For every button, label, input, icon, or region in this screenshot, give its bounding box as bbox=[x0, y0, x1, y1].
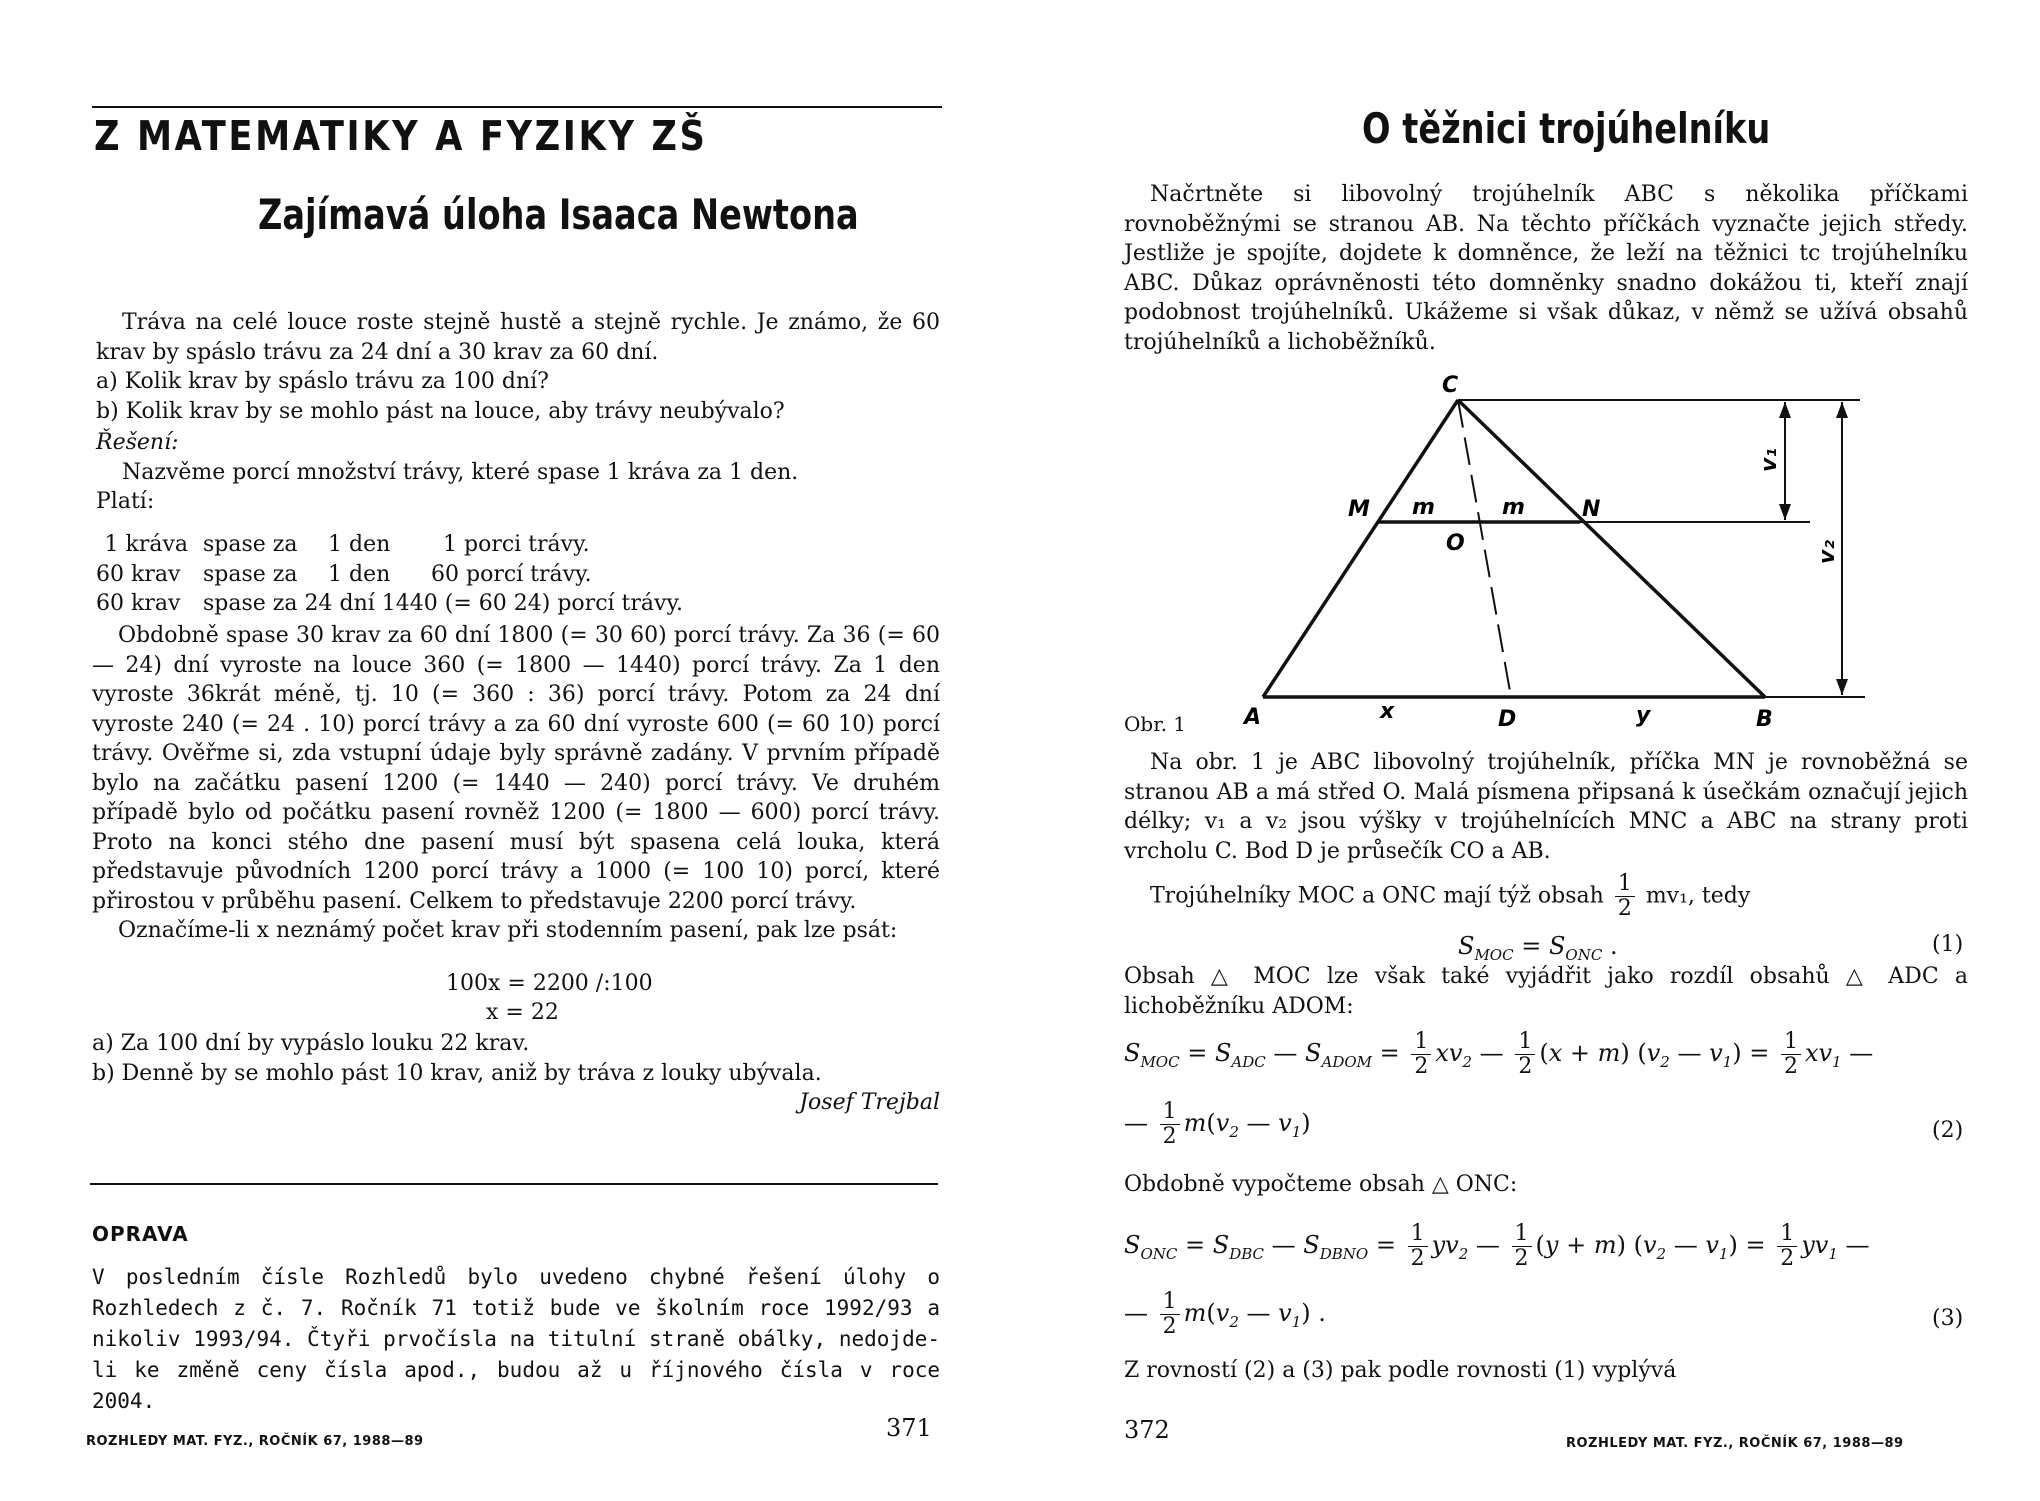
equation-3-number: (3) bbox=[1932, 1306, 1964, 1331]
article-title-newton: Zajímavá úloha Isaaca Newtona bbox=[258, 190, 859, 239]
oprava-title: OPRAVA bbox=[92, 1222, 189, 1246]
page-number-right: 372 bbox=[1124, 1416, 1170, 1444]
page-number-left: 371 bbox=[886, 1414, 932, 1442]
equation-3-line2: — $\frac{1}{2}$ $m(v_2$ — $v_1$) . bbox=[1124, 1289, 1326, 1339]
table-row: 60 krav spase za 1 den 60 porcí trávy. bbox=[96, 561, 592, 587]
label-d: D bbox=[1498, 707, 1517, 732]
problem-question-b: b) Kolik krav by se mohlo pást na louce, aby trávy neubývalo? bbox=[96, 398, 785, 424]
equation-1: $S_{MOC} = S_{ONC}$ . bbox=[1458, 932, 1618, 964]
answer-b: b) Denně by se mohlo pást 10 krav, aniž by tráva z louky ubývala. bbox=[92, 1060, 822, 1086]
label-o: O bbox=[1446, 531, 1465, 556]
answers bbox=[92, 1029, 940, 1118]
answer-a: a) Za 100 dní by vypáslo louku 22 krav. bbox=[92, 1031, 530, 1056]
solution-paragraph: Obdobně spase 30 krav za 60 dní 1800 (= 30 60) porcí trávy. Za 36 (= 60 — 24) dní vyroste na louce 360 (= 1800 — 1440) porcí trávy. Za 1 den vyroste 36krát méně, tj. 10 (= 360 : 36) porcí trávy. Potom za 24 dní vyroste 240 (= 24 . 10) porcí trávy a za 60 dní vyroste 600 (= 60 10) porcí trávy. Ověřme si, zda vstupní údaje byly správně zadány. V prvním případě bylo na začátku pasení 1200 (= 1440 — 240) porcí trávy. Ve druhém případě bylo od počátku pasení rovněž 1200 (= 1800 — 600) porcí trávy. Proto na konci stého dne pasení musí být spasena celá louka, která představuje původních 1200 porcí trávy a 1000 (= 100 10) porcí, které přirostou v průběhu pasení. Celkem to představuje 2200 porcí trávy. Označíme-li x neznámý počet krav při stodenním pasení, pak lze psát: bbox=[92, 621, 940, 946]
label-a: A bbox=[1244, 705, 1262, 730]
equation-3-line1: $S_{ONC} = S_{DBC}$ — $S_{DBNO}$ = $\frac{1}{2}$ $yv_2$ — $\frac{1}{2}$ (y + m) ($v_2$ — $v_1$) = $\frac{1}{2}$ $yv_1$ — bbox=[1124, 1221, 1870, 1271]
oprava-rule bbox=[90, 1183, 938, 1185]
solution-intro: Nazvěme porcí množství trávy, které spase 1 kráva za 1 den. bbox=[122, 459, 799, 485]
article-title-teznice: O těžnici trojúhelníku bbox=[1362, 104, 1771, 153]
plati-label: Platí: bbox=[96, 489, 155, 514]
label-v2: v₂ bbox=[1815, 540, 1840, 564]
teznice-para4: Obsah △ MOC lze však také vyjádřit jako rozdíl obsahů △ ADC a lichoběžníku ADOM: bbox=[1124, 964, 1968, 1019]
table-row: 60 krav spase za 24 dní 1440 (= 60 24) porcí trávy. bbox=[96, 591, 683, 616]
teznice-para2: Na obr. 1 je ABC libovolný trojúhelník, příčka MN je rovnoběžná se stranou AB a má střed O. Malá písmena připsaná k úsečkám označují jejich délky; v₁ a v₂ jsou výšky v trojúhelnících MNC a ABC na strany proti vrcholu C. Bod D je průsečík CO a AB. bbox=[1124, 750, 1968, 864]
teznice-para5: Obdobně vypočteme obsah △ ONC: bbox=[1124, 1172, 1518, 1197]
teznice-para3: Trojúhelníky MOC a ONC mají týž obsah $\frac{1}{2}$ mv₁, tedy bbox=[1150, 871, 1751, 921]
oprava-text: V posledním čísle Rozhledů bylo uvedeno chybné řešení úlohy o Rozhledech z č. 7. Ročník 71 totiž bude ve školním roce 1992/93 a nikoliv 1993/94. Čtyři prvočísla na titulní straně obálky, nedojde-li ke změně ceny čísla apod., budou až u říjnového čísla v roce 2004. bbox=[92, 1265, 940, 1413]
portion-table bbox=[96, 530, 856, 619]
solution-label: Řešení: bbox=[96, 430, 179, 455]
label-m1: m bbox=[1412, 495, 1435, 520]
equation-x: x = 22 bbox=[486, 1000, 559, 1025]
equation-2-line1: $S_{MOC} = S_{ADC}$ — $S_{ADOM}$ = $\frac{1}{2}$ $xv_2$ — $\frac{1}{2}$ (x + m) ($v_2$ — $v_1$) = $\frac{1}{2}$ $xv_1$ — bbox=[1124, 1029, 1874, 1079]
label-x: x bbox=[1380, 699, 1395, 724]
equation-100x: 100x = 2200 /:100 bbox=[446, 971, 653, 996]
top-rule-left bbox=[92, 106, 942, 108]
label-y: y bbox=[1636, 703, 1651, 728]
label-m: M bbox=[1348, 497, 1370, 522]
label-m2: m bbox=[1502, 495, 1525, 520]
author: Josef Trejbal bbox=[799, 1090, 940, 1115]
label-n: N bbox=[1582, 497, 1601, 522]
teznice-para6: Z rovností (2) a (3) pak podle rovnosti (1) vyplývá bbox=[1124, 1358, 1677, 1383]
newton-problem bbox=[96, 308, 940, 517]
problem-question-a: a) Kolik krav by spáslo trávu za 100 dní? bbox=[96, 369, 549, 394]
side-cb bbox=[1458, 400, 1765, 697]
label-b: B bbox=[1756, 707, 1773, 732]
table-row: 1 kráva spase za 1 den 1 porci trávy. bbox=[104, 532, 590, 557]
unknown-intro: Označíme-li x neznámý počet krav při stodenním pasení, pak lze psát: bbox=[118, 918, 898, 943]
figure-caption: Obr. 1 bbox=[1124, 712, 1187, 736]
equation-2-line2: — $\frac{1}{2}$ $m(v_2$ — $v_1$) bbox=[1124, 1099, 1311, 1149]
footer-right: ROZHLEDY MAT. FYZ., ROČNÍK 67, 1988—89 bbox=[1566, 1436, 1904, 1451]
footer-left: ROZHLEDY MAT. FYZ., ROČNÍK 67, 1988—89 bbox=[86, 1434, 424, 1449]
section-title: Z MATEMATIKY A FYZIKY ZŠ bbox=[94, 112, 708, 160]
equation-2-number: (2) bbox=[1932, 1118, 1964, 1143]
teznice-intro: Načrtněte si libovolný trojúhelník ABC s několika příčkami rovnoběžnými se stranou AB. Na těchto příčkách vyznačte jejich středy. Jestliže je spojíte, dojdete k domněnce, že leží na těžnici tc trojúhelníku ABC. Důkaz oprávněnosti této domněnky snadno dokážou ti, kteří znají podobnost trojúhelníků. Ukážeme si však důkaz, v němž se užívá obsahů trojúhelníků a lichoběžníků. bbox=[1124, 182, 1968, 355]
side-ca bbox=[1263, 400, 1458, 697]
label-v1: v₁ bbox=[1757, 448, 1782, 472]
problem-text: Tráva na celé louce roste stejně hustě a stejně rychle. Je známo, že 60 krav by spáslo trávu za 24 dní a 30 krav za 60 dní. bbox=[96, 310, 940, 365]
label-c: C bbox=[1442, 373, 1459, 398]
equation-1-number: (1) bbox=[1932, 932, 1964, 957]
triangle-figure bbox=[1120, 370, 1880, 740]
